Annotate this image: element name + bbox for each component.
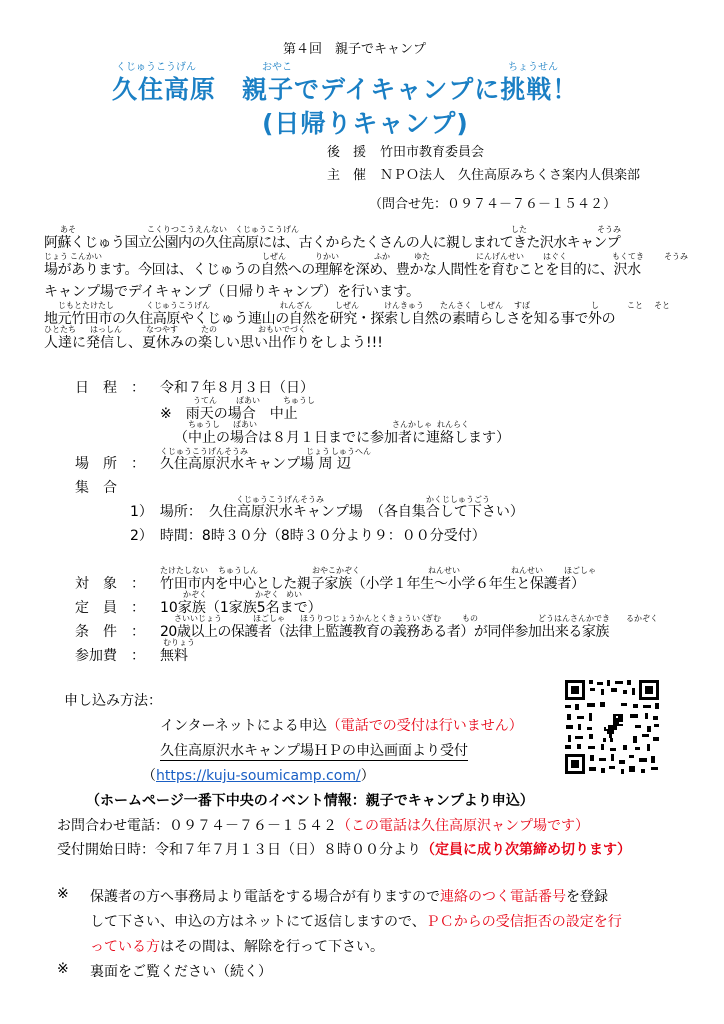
start-line [57, 839, 631, 859]
ruby: るかぞく [626, 614, 658, 623]
note-line-2 [90, 911, 622, 931]
gather-time: 2） 時間：8時３０分（8時３０分より９：００分受付） [130, 528, 486, 544]
target-label: 対 象 ： [75, 576, 145, 592]
note-emphasis: ＰＣからの受信拒否の設定を行 [425, 914, 622, 930]
page-subtitle: (日帰りキャンプ) [262, 109, 469, 138]
ruby: ねんせい [511, 566, 543, 575]
homepage-note: （ホームページ一番下中央のイベント情報：親子でキャンプより申込） [86, 793, 534, 809]
apply-internet: インターネットによる申込 [160, 718, 327, 734]
ruby: ちゅうし [188, 420, 220, 429]
ruby: もの [462, 614, 478, 623]
ruby: かぞく [255, 590, 279, 599]
ruby: あそ [60, 225, 76, 234]
ruby: そうみ [664, 252, 688, 261]
ruby: ばあい [233, 420, 257, 429]
ruby: そうみ [597, 225, 621, 234]
ruby: たの [201, 325, 217, 334]
ruby: ちゅうしん [218, 566, 258, 575]
ruby: ゆた [414, 252, 430, 261]
note-emphasis: っている方 [90, 939, 160, 955]
ruby: うてん [193, 396, 217, 405]
ruby: じょう [306, 447, 330, 456]
ruby: たんさく [440, 301, 472, 310]
gather-label: 集 合 [75, 480, 117, 496]
condition-label: 条 件 ： [75, 624, 145, 640]
note-line-4: 裏面をご覧ください（続く） [90, 964, 272, 980]
ruby: たけたしない [160, 566, 208, 575]
schedule-label: 日 程 ： [75, 380, 145, 396]
page-title: 久住高原 親子でデイキャンプに挑戦！ [112, 75, 579, 104]
ruby: ふか [374, 252, 390, 261]
ruby: かぞく [183, 590, 207, 599]
apply-url-line [142, 765, 375, 785]
qr-code-icon [563, 678, 661, 776]
ruby: はっしん [90, 325, 122, 334]
url-open-paren: （ [142, 768, 156, 784]
ruby: めい [286, 590, 302, 599]
ruby: しぜん [335, 301, 359, 310]
title-ruby-oyako: おやこ [262, 62, 292, 73]
ruby: けんきゅう [384, 301, 424, 310]
fee-label: 参加費 ： [75, 648, 145, 664]
fee-value: 無料 [160, 648, 188, 664]
ruby: りかい [315, 252, 339, 261]
ruby: くじゅうこうげん [146, 301, 210, 310]
ruby: れんらく [437, 420, 469, 429]
phone-line [57, 815, 589, 835]
intro-line-4: 地元竹田市の久住高原やくじゅう連山の自然を研究・探索し自然の素晴らしさを知る事で外の [44, 311, 616, 327]
ruby: じょう [44, 252, 68, 261]
target-value: 竹田市内を中心とした親子家族（小学１年生～小学６年生と保護者） [160, 576, 585, 592]
ruby: こくりつこうえんない [147, 225, 227, 234]
place-label: 場 所 ： [75, 456, 145, 472]
ruby: ぎむ [425, 614, 441, 623]
note-emphasis: 連絡のつく電話番号 [440, 889, 566, 905]
ruby: れんざん [280, 301, 312, 310]
note-line-3 [90, 936, 384, 956]
ruby: そと [654, 301, 670, 310]
ruby: ほうりつじょうかんとくきょういく [300, 614, 428, 623]
note-line-1 [90, 886, 608, 906]
ruby: ばあい [236, 396, 260, 405]
ruby: むりょう [163, 638, 195, 647]
host-value: ＮＰＯ法人 久住高原みちくさ案内人倶楽部 [380, 168, 641, 183]
rain-note: ※ 雨天の場合 中止 [160, 406, 298, 422]
support-label: 後 援 [327, 145, 367, 160]
ruby: しぜん [262, 252, 286, 261]
note-mark-1: ※ [57, 886, 69, 902]
support-value: 竹田市教育委員会 [380, 145, 485, 160]
intro-line-2: 場があります。今回は、くじゅうの自然への理解を深め、豊かな人間性を育むことを目的に、沢水 [44, 262, 641, 278]
note-text: して下さい、申込の方はネットにて返信しますので、 [90, 914, 426, 930]
capacity-label: 定 員 ： [75, 600, 145, 616]
gather-place: 1） 場所： 久住高原沢水キャンプ場 （各自集合して下さい） [130, 504, 524, 520]
phone-label: お問合わせ電話：０９７４－７６－１５４２ [57, 818, 337, 834]
ruby: くじゅうこうげんそうみ [236, 495, 324, 504]
intro-line-3: キャンプ場でデイキャンプ（日帰りキャンプ）を行います。 [44, 284, 421, 300]
apply-hp-text: 久住高原沢水キャンプ場ＨＰの申込画面より受付 [160, 740, 468, 761]
ruby: おやこかぞく [312, 566, 360, 575]
note-text: 保護者の方へ事務局より電話をする場合が有りますので [90, 889, 440, 905]
ruby: した [511, 225, 527, 234]
ruby: さいいじょう [174, 614, 222, 623]
note-text: はその間は、解除を行って下さい。 [160, 939, 384, 955]
ruby: にんげんせい [476, 252, 524, 261]
ruby: こと [627, 301, 643, 310]
title-ruby-kujukogen: くじゅうこうげん [116, 62, 196, 73]
condition-value: 20歳以上の保護者（法律上監護教育の義務ある者）が同伴参加出来る家族 [160, 624, 609, 640]
ruby: かくじしゅうごう [426, 495, 490, 504]
intro-line-5: 人達に発信し、夏休みの楽しい思い出作りをしよう!!! [44, 335, 383, 351]
ruby: すば [514, 301, 530, 310]
apply-internet-note: （電話での受付は行いません） [326, 718, 523, 734]
ruby: くじゅうこうげん [235, 225, 299, 234]
capacity-value: 10家族（1家族5名まで） [160, 600, 322, 616]
ruby: おもいでづく [258, 325, 306, 334]
ruby: なつやす [146, 325, 178, 334]
cancel-note: （中止の場合は８月１日までに参加者に連絡します） [174, 430, 510, 446]
start-label: 受付開始日時：令和７年７月１３日（日）８時００分より [57, 842, 421, 858]
phone-note: （この電話は久住高原沢ャンプ場です） [337, 818, 589, 834]
ruby: ひとたち [44, 325, 76, 334]
ruby: くじゅうこうげんそうみ [160, 447, 248, 456]
ruby: ちゅうし [283, 396, 315, 405]
ruby: ねんせい [428, 566, 460, 575]
note-text: を登録 [566, 889, 608, 905]
ruby: しぜん [479, 301, 503, 310]
schedule-value: 令和７年８月３日（日） [160, 380, 314, 396]
intro-line-1: 阿蘇くじゅう国立公園内の久住高原には、古くからたくさんの人に親しまれてきた沢水キャンプ [44, 235, 621, 251]
title-ruby-chosen: ちょうせん [508, 62, 558, 73]
ruby: どうはんさんかでき [538, 614, 610, 623]
camp-url-link[interactable]: https://kuju-soumicamp.com/ [156, 768, 361, 784]
ruby: じもとたけたし [58, 301, 114, 310]
ruby: ほごしゃ [564, 566, 596, 575]
apply-internet-line [160, 715, 523, 735]
ruby: ほごしゃ [253, 614, 285, 623]
ruby: し [591, 301, 599, 310]
note-mark-2: ※ [57, 961, 69, 977]
ruby: しゅうへん [331, 447, 371, 456]
apply-method-label: 申し込み方法： [64, 693, 162, 709]
ruby: もくてき [612, 252, 644, 261]
host-label: 主 催 [327, 168, 367, 183]
ruby: さんかしゃ [392, 420, 432, 429]
ruby: はぐく [543, 252, 567, 261]
contact-info: （問合せ先：０９７４－７６－１５４２） [369, 197, 617, 212]
url-close-paren: ） [360, 768, 375, 784]
dinosaur-icon [597, 710, 627, 744]
start-note: （定員に成り次第締め切ります） [421, 842, 631, 858]
place-value: 久住高原沢水キャンプ場 周 辺 [160, 456, 351, 472]
event-number: 第４回 親子でキャンプ [283, 42, 427, 57]
ruby: こんかい [70, 252, 102, 261]
